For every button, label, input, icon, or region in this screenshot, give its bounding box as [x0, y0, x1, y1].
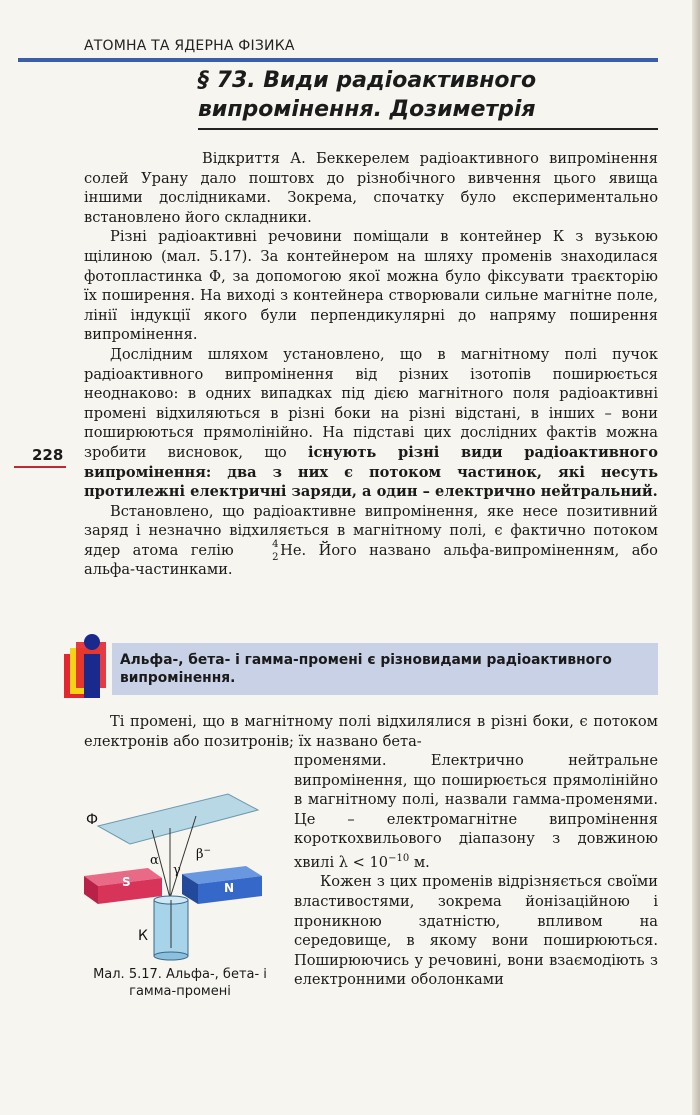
paragraph-text: Встановлено, що радіоактивне випромінення, яке несе позитивний заряд і незначно відхиляється в магнітному полі, є фактично потоком ядер атома гелію — [84, 502, 658, 559]
exponent: −10 — [388, 852, 410, 864]
paragraph: Ті промені, що в магнітному полі відхилялися в різні боки, є потоком електронів або позитронів; їх названо бета- — [84, 713, 658, 750]
label-alpha: α — [150, 853, 159, 868]
label-container: К — [138, 928, 148, 944]
photo-plate — [98, 794, 258, 844]
paragraph — [84, 345, 658, 502]
paragraph-text: . Його названо альфа-випроміненням, або альфа-частинками. — [84, 541, 658, 579]
paragraph: Кожен з цих променів відрізняється своїми властивостями, зокрема йонізаційною і проникною здатністю, впливом на середовище, в якому вони поширюються. Поширюючись у речовині, вони взаємодіють з електронними оболонками — [294, 873, 658, 989]
paragraph — [84, 502, 658, 580]
key-statement: існують різні види радіоактивного випромінення: два з них є потоком частинок, які несуть протилежні електричні заряди, а один – електрично нейтральний. — [84, 443, 658, 501]
section-title: § 73. Види радіоактивного випромінення. Дозиметрія — [198, 68, 537, 122]
paragraph: Різні радіоактивні речовини поміщали в контейнер К з вузькою щілиною (мал. 5.17). За контейнером на шляху променів знаходилася фотопластинка Ф, за допомогою якої можна було фіксувати траєкторію їх поширення. На виході з контейнера створювали сильне магнітне поле, лінії індукції якого були перпендикулярні до напряму поширення випромінення. — [84, 228, 658, 344]
mass-number: 4 — [272, 538, 279, 550]
unit: м. — [409, 853, 430, 871]
page-edge — [692, 0, 700, 1115]
page-number: 228 — [32, 446, 64, 464]
page-number-rule — [14, 466, 66, 468]
label-beta — [196, 846, 211, 862]
label-gamma: γ — [173, 863, 181, 878]
body-text-top — [84, 149, 658, 580]
label-s: S — [122, 875, 131, 889]
running-head: АТОМНА ТА ЯДЕРНА ФІЗИКА — [84, 38, 295, 54]
paragraph-text: променями. Електрично нейтральне випромінення, що поширюється прямолінійно в магнітному полі, назвали гамма-променями. Це – електромагнітне випромінення короткохвильового діапазону з довжиною хвилі λ < 10 — [294, 752, 658, 871]
figure-caption: Мал. 5.17. Альфа-, бета- і гамма-промені — [93, 967, 267, 999]
paragraph-text: Дослідним шляхом установлено, що в магнітному полі пучок радіоактивного випромінення від різних ізотопів поширюється неоднаково: в одних випадках під дією магнітного поля радіоактивні промені відхиляються в різні боки на різні відстані, в інших – вони поширюються прямолінійно. На підставі цих дослідних фактів можна зробити висновок, що — [84, 345, 658, 461]
info-box — [112, 643, 658, 695]
figure-radiation-diagram — [78, 788, 278, 963]
label-beta-letter: β — [196, 847, 204, 862]
paragraph — [294, 751, 658, 872]
label-n: N — [224, 881, 235, 895]
label-beta-sign: − — [203, 846, 212, 856]
body-text-lower — [84, 712, 658, 751]
nuclide-notation — [246, 538, 302, 563]
container-bottom — [154, 952, 188, 960]
title-rule — [198, 128, 658, 130]
text-column-right — [294, 751, 658, 990]
element-symbol: He — [280, 541, 302, 559]
info-box-text: Альфа-, бета- і гамма-промені є різновидами радіоактивного випромінення. — [120, 652, 612, 686]
label-plate: Ф — [86, 812, 99, 828]
paragraph: Відкриття А. Беккерелем радіоактивного випромінення солей Урану дало поштовх до різнобічного вивчення цього явища іншими дослідниками. Зокрема, спочатку було експериментально встановлено його складники. — [84, 150, 658, 226]
header-rule — [18, 58, 658, 62]
info-i-icon — [62, 632, 110, 704]
charge-number: 2 — [272, 551, 279, 563]
